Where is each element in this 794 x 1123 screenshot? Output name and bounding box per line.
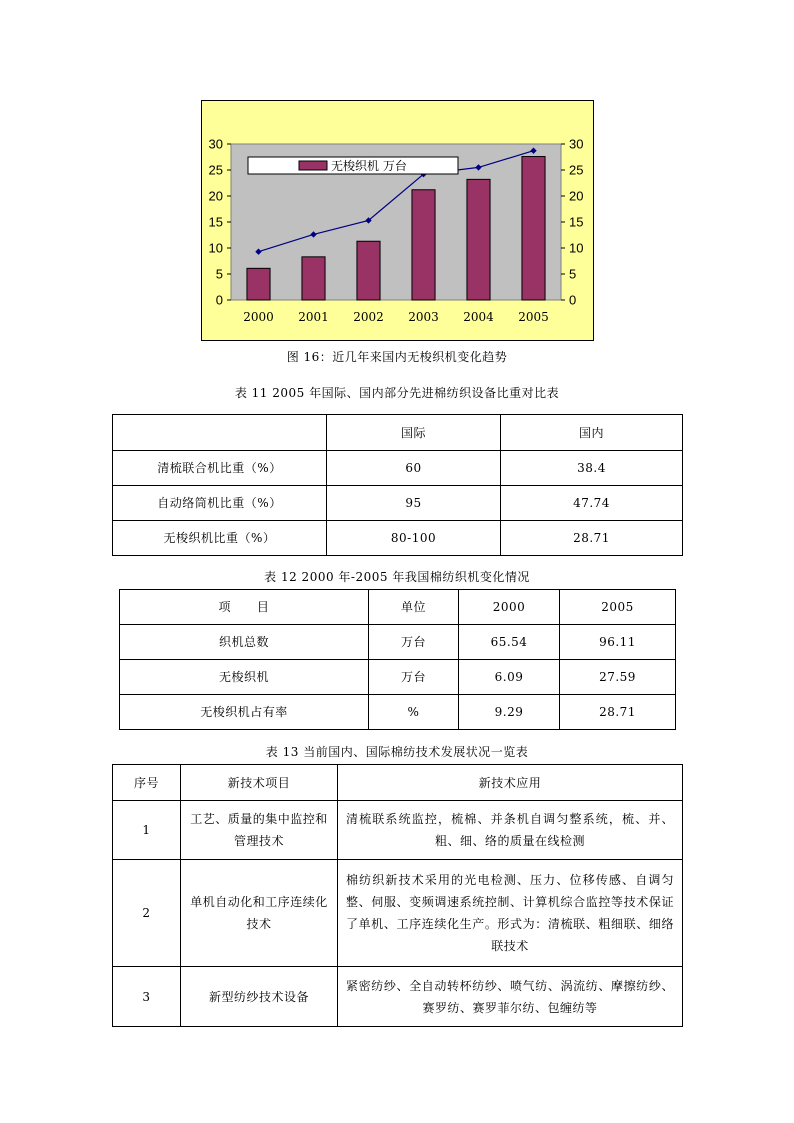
row-label: 无梭织机占有率 [120,695,369,730]
table13-caption: 表 13 当前国内、国际棉纺技术发展状况一览表 [265,745,529,759]
table-cell: 96.11 [560,625,676,660]
header-cell: 2000 [459,590,560,625]
legend-swatch [299,161,327,170]
y-tick-label: 10 [208,240,223,256]
table12 [119,589,676,730]
chart-svg [201,100,594,341]
table-cell: 65.54 [459,625,560,660]
tech-item: 单机自动化和工序连续化技术 [181,860,338,967]
row-label: 无梭织机 [120,660,369,695]
header-cell [113,415,327,451]
tech-item: 新型纺纱技术设备 [181,967,338,1027]
y-tick-label: 0 [215,292,223,308]
table-cell: 万台 [369,625,459,660]
y-tick-label: 30 [208,136,223,152]
x-tick-label: 2002 [353,310,384,324]
table-header-row [113,415,683,451]
y2-tick-label: 10 [569,240,584,256]
x-tick-label: 2001 [298,310,329,324]
table-header-row [113,765,683,801]
header-cell: 序号 [113,765,181,801]
y-tick-label: 15 [208,214,223,230]
y-tick-label: 20 [208,188,223,204]
figure-caption: 图 16：近几年来国内无梭织机变化趋势 [286,350,508,364]
row-label: 织机总数 [120,625,369,660]
x-tick-label: 2005 [518,310,549,324]
header-cell: 项 目 [120,590,369,625]
y2-tick-label: 0 [569,292,577,308]
x-tick-label: 2000 [243,310,274,324]
tech-item: 工艺、质量的集中监控和管理技术 [181,801,338,860]
row-label: 自动络筒机比重（%） [113,486,327,521]
x-tick-label: 2003 [408,310,439,324]
table-cell: 6.09 [459,660,560,695]
loom-trend-chart [201,100,594,341]
table-cell: 9.29 [459,695,560,730]
y2-tick-label: 15 [569,214,584,230]
table-row [113,967,683,1027]
y-tick-label: 25 [208,162,223,178]
bar [357,241,380,300]
table11-caption: 表 11 2005 年国际、国内部分先进棉纺织设备比重对比表 [234,386,560,400]
tech-application: 清梳联系统监控，梳棉、并条机自调匀整系统，梳、并、粗、细、络的质量在线检测 [338,801,683,860]
table-cell: 60 [327,451,501,486]
header-cell: 新技术应用 [338,765,683,801]
tech-application: 紧密纺纱、全自动转杯纺纱、喷气纺、涡流纺、摩擦纺纱、赛罗纺、赛罗菲尔纺、包缠纺等 [338,967,683,1027]
y-tick-label: 5 [215,266,223,282]
table-row [120,695,676,730]
table11 [112,414,683,556]
table-row [113,451,683,486]
bar [302,257,325,300]
header-cell: 2005 [560,590,676,625]
bar [412,190,435,300]
table-cell: 万台 [369,660,459,695]
table-cell: 28.71 [560,695,676,730]
table-cell: 38.4 [501,451,683,486]
y2-tick-label: 20 [569,188,584,204]
table-row [120,660,676,695]
header-cell: 新技术项目 [181,765,338,801]
table-row [120,625,676,660]
table12-caption: 表 12 2000 年-2005 年我国棉纺织机变化情况 [264,570,530,584]
table-row [113,486,683,521]
bar [467,179,490,300]
table-cell: 27.59 [560,660,676,695]
y2-tick-label: 5 [569,266,577,282]
table-row [113,521,683,556]
table-cell: 28.71 [501,521,683,556]
y2-tick-label: 25 [569,162,584,178]
table-header-row [120,590,676,625]
table-cell: 80-100 [327,521,501,556]
tech-application: 棉纺织新技术采用的光电检测、压力、位移传感、自调匀整、伺服、变频调速系统控制、计算机综合监控等技术保证了单机、工序连续化生产。形式为：清梳联、粗细联、细络联技术 [338,860,683,967]
bar [247,268,270,300]
row-number: 1 [113,801,181,860]
legend-label: 无梭织机 万台 [331,159,407,173]
table-cell: 47.74 [501,486,683,521]
table-row [113,801,683,860]
row-label: 清梳联合机比重（%） [113,451,327,486]
bar [522,157,545,300]
row-number: 2 [113,860,181,967]
row-number: 3 [113,967,181,1027]
row-label: 无梭织机比重（%） [113,521,327,556]
table13 [112,764,683,1027]
y2-tick-label: 30 [569,136,584,152]
x-tick-label: 2004 [463,310,494,324]
header-cell: 国际 [327,415,501,451]
table-row [113,860,683,967]
header-cell: 单位 [369,590,459,625]
table-cell: % [369,695,459,730]
header-cell: 国内 [501,415,683,451]
table-cell: 95 [327,486,501,521]
